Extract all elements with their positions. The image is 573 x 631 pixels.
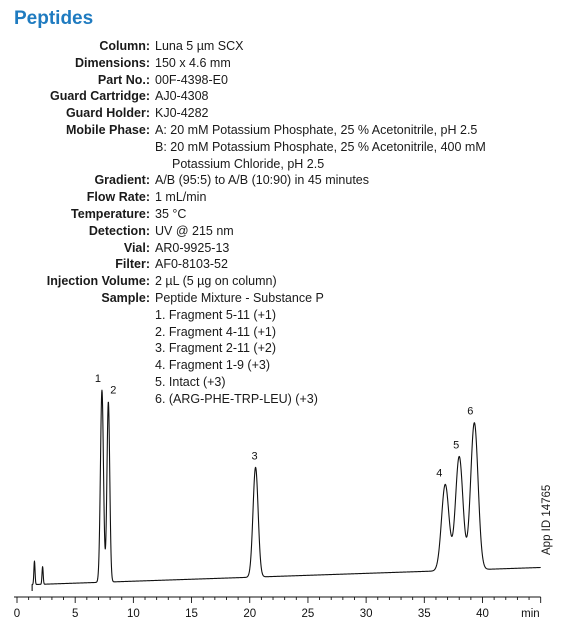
param-value: UV @ 215 nm bbox=[155, 223, 234, 238]
param-value: Luna 5 µm SCX bbox=[155, 39, 244, 53]
param-label: Sample: bbox=[101, 290, 150, 305]
x-tick-label: 25 bbox=[301, 608, 315, 620]
param-value: 2 µL (5 µg on column) bbox=[155, 274, 277, 289]
param-label: Gradient: bbox=[94, 173, 150, 188]
param-value: AF0-8103-52 bbox=[155, 257, 228, 272]
param-value: 35 °C bbox=[155, 206, 187, 221]
param-label: Vial: bbox=[123, 240, 150, 255]
param-label: Mobile Phase: bbox=[65, 122, 150, 137]
x-tick-label: 10 bbox=[126, 608, 140, 620]
param-label: Column: bbox=[99, 39, 150, 53]
param-label: Injection Volume: bbox=[46, 274, 150, 289]
param-value: Peptide Mixture - Substance P bbox=[155, 290, 324, 305]
param-label: Detection: bbox=[88, 223, 150, 238]
param-value: KJ0-4282 bbox=[155, 106, 209, 121]
param-label: Guard Holder: bbox=[65, 106, 150, 121]
x-tick-label: 15 bbox=[185, 608, 198, 620]
param-value: 1 mL/min bbox=[155, 190, 207, 205]
peak-label: 3 bbox=[251, 450, 258, 463]
x-tick-label: 5 bbox=[71, 608, 79, 620]
app-id: App ID 14765 bbox=[541, 484, 553, 555]
x-tick-label: 30 bbox=[359, 608, 373, 620]
param-value: A/B (95:5) to A/B (10:90) in 45 minutes bbox=[155, 173, 370, 188]
chart-title: Peptides bbox=[14, 8, 94, 29]
sample-item: 4. Fragment 1-9 (+3) bbox=[155, 358, 270, 373]
param-value: AR0-9925-13 bbox=[155, 240, 230, 255]
x-tick-label: 0 bbox=[13, 608, 21, 620]
peak-label: 6 bbox=[467, 405, 474, 418]
x-tick-label: 35 bbox=[417, 608, 431, 620]
peak-label: 1 bbox=[94, 373, 102, 386]
sample-item: 5. Intact (+3) bbox=[155, 374, 226, 389]
param-value: 150 x 4.6 mm bbox=[155, 55, 231, 70]
param-label: Guard Cartridge: bbox=[49, 89, 150, 104]
peak-label: 2 bbox=[110, 384, 117, 397]
peak-label: 4 bbox=[436, 467, 443, 480]
sample-item: 2. Fragment 4-11 (+1) bbox=[155, 324, 277, 339]
param-label: Dimensions: bbox=[74, 55, 150, 70]
sample-item: 1. Fragment 5-11 (+1) bbox=[155, 307, 277, 322]
peak-label: 5 bbox=[453, 439, 460, 452]
sample-item: 6. (ARG-PHE-TRP-LEU) (+3) bbox=[155, 391, 318, 406]
sample-item: 3. Fragment 2-11 (+2) bbox=[155, 341, 277, 356]
mobile-phase-b-prefix: B: bbox=[155, 139, 171, 154]
param-label: Part No.: bbox=[97, 72, 150, 87]
mobile-phase-b-text: 20 mM Potassium Phosphate, 25 % Acetonitrile, 400 mM bbox=[170, 139, 486, 154]
x-tick-label: 20 bbox=[243, 608, 257, 620]
param-value: AJ0-4308 bbox=[155, 89, 209, 104]
x-tick-label: 40 bbox=[476, 608, 489, 620]
chromatogram-trace bbox=[32, 390, 541, 591]
param-label: Flow Rate: bbox=[86, 190, 150, 205]
mobile-phase-b-line2: Potassium Chloride, pH 2.5 bbox=[172, 156, 325, 171]
x-axis-label: min bbox=[521, 608, 540, 620]
param-label: Temperature: bbox=[71, 206, 150, 221]
param-label: Filter: bbox=[115, 257, 150, 272]
param-value: A: 20 mM Potassium Phosphate, 25 % Acetonitrile, pH 2.5 bbox=[155, 122, 478, 137]
param-value: 00F-4398-E0 bbox=[155, 72, 228, 87]
